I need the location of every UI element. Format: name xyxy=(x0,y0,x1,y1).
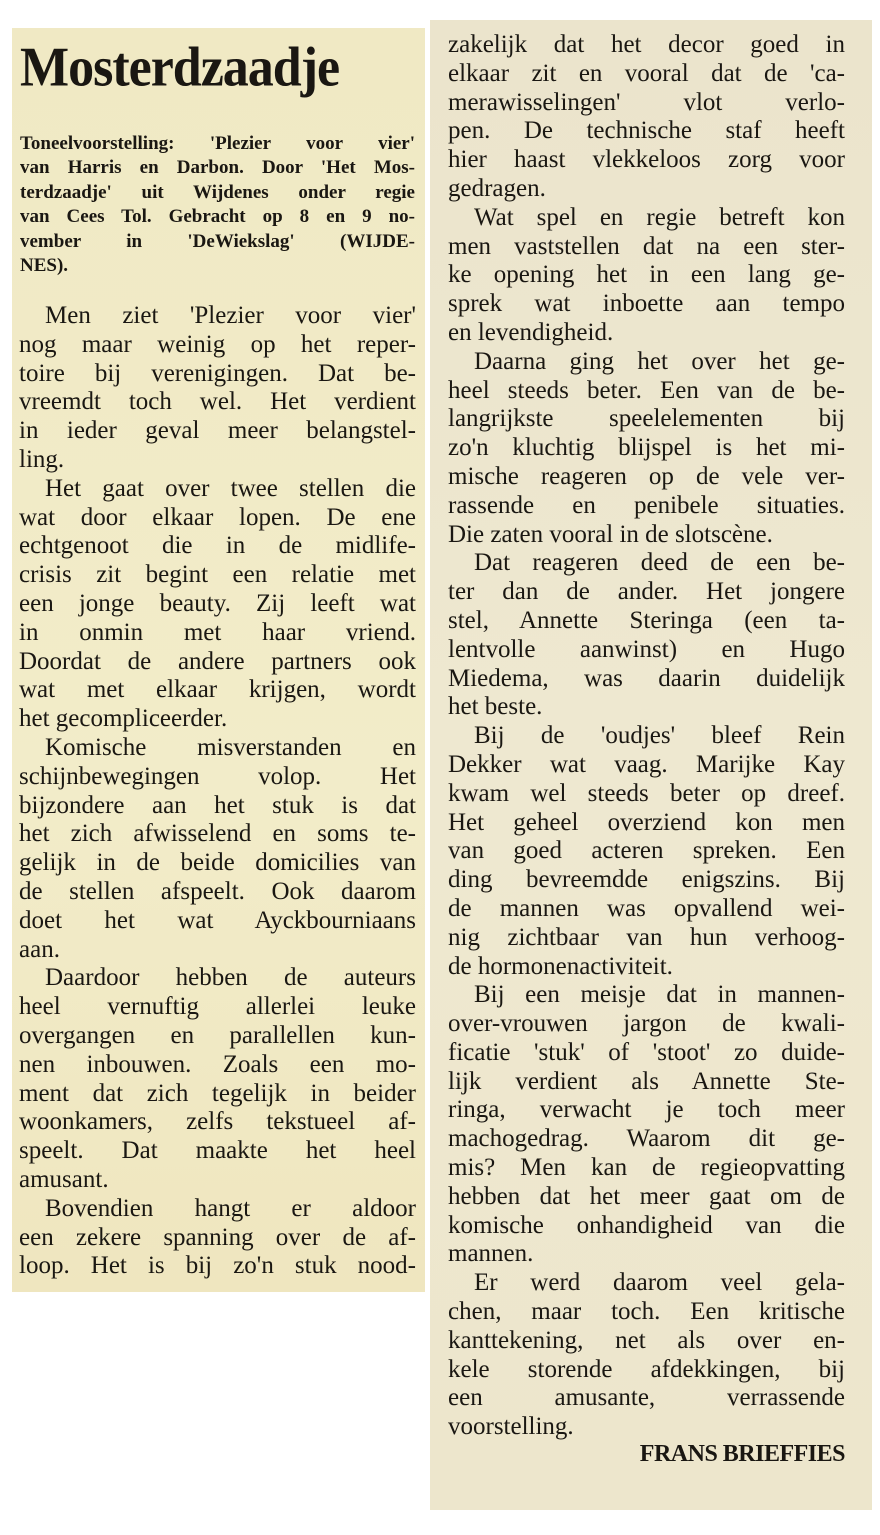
paragraph xyxy=(448,549,845,722)
text-line: nig zichtbaar van hun verhoog- xyxy=(448,923,845,951)
text-line: machogedrag. Waarom dit ge- xyxy=(448,1125,845,1153)
text-line: zo'n kluchtig blijspel is het mi- xyxy=(448,434,845,462)
text-line: een amusante, verrassende xyxy=(448,1384,845,1412)
text-line: kwam wel steeds beter op dreef. xyxy=(448,779,845,807)
text-line: het gecompliceerder. xyxy=(19,705,228,733)
text-line: speelt. Dat maakte het heel xyxy=(19,1137,416,1165)
text-line: hier haast vlekkeloos zorg voor xyxy=(448,146,845,174)
text-line: ter dan de ander. Het jongere xyxy=(448,578,845,606)
text-line: aan. xyxy=(19,935,60,963)
text-line: Dekker wat vaag. Marijke Kay xyxy=(448,750,845,778)
text-line: een zekere spanning over de af- xyxy=(19,1223,416,1251)
paragraph xyxy=(448,722,845,981)
text-line: nen inbouwen. Zoals een mo- xyxy=(19,1050,416,1078)
text-line: ment dat zich tegelijk in beider xyxy=(19,1079,416,1107)
text-line: de stellen afspeelt. Ook daarom xyxy=(19,877,416,905)
text-line: mis? Men kan de regieopvatting xyxy=(448,1154,845,1182)
text-line: langrijkste speelelementen bij xyxy=(448,405,845,433)
text-line: kele storende afdekkingen, bij xyxy=(448,1355,845,1383)
subhead-line: van Harris en Darbon. Door 'Het Mos- xyxy=(20,157,415,179)
text-line: ke opening het in een lang ge- xyxy=(448,261,845,289)
text-line: vreemdt toch wel. Het verdient xyxy=(19,388,416,416)
text-line: nog maar weinig op het reper- xyxy=(19,330,416,358)
text-line: bijzondere aan het stuk is dat xyxy=(19,791,416,819)
text-line: Men ziet 'Plezier voor vier' xyxy=(45,302,416,329)
subhead-line: van Cees Tol. Gebracht op 8 en 9 no- xyxy=(20,206,415,228)
text-line: stel, Annette Steringa (een ta- xyxy=(448,606,845,634)
paragraph xyxy=(448,348,845,550)
text-line: woonkamers, zelfs tekstueel af- xyxy=(19,1108,416,1136)
text-line: Het geheel overziend kon men xyxy=(448,808,845,836)
text-line: Het gaat over twee stellen die xyxy=(45,474,416,502)
text-line: voorstelling. xyxy=(448,1413,574,1441)
text-line: doet het wat Ayckbourniaans xyxy=(19,906,416,934)
text-line: crisis zit begint een relatie met xyxy=(19,561,416,589)
paragraph xyxy=(19,964,416,1194)
subhead-line: vember in 'DeWiekslag' (WIJDE- xyxy=(20,230,415,252)
text-line: en levendigheid. xyxy=(448,318,614,346)
text-line: het beste. xyxy=(448,693,543,721)
text-line: Bovendien hangt er aldoor xyxy=(45,1194,416,1222)
text-line: amusant. xyxy=(19,1165,109,1193)
text-line: men vaststellen dat na een ster- xyxy=(448,232,845,260)
text-line: Miedema, was daarin duidelijk xyxy=(448,664,845,692)
text-line: de mannen was opvallend wei- xyxy=(448,894,845,922)
article-headline: Mosterdzaadje xyxy=(20,37,340,99)
text-line: hebben dat het meer gaat om de xyxy=(448,1182,845,1210)
text-line: schijnbewegingen volop. Het xyxy=(19,762,416,790)
article-column-left xyxy=(19,302,416,1281)
subhead-line: NES). xyxy=(20,254,69,276)
text-line: het zich afwisselend en soms te- xyxy=(19,820,416,848)
text-line: kanttekening, net als over en- xyxy=(448,1326,845,1354)
text-line: Komische misverstanden en xyxy=(45,733,416,761)
text-line: chen, maar toch. Een kritische xyxy=(448,1298,845,1326)
text-line: wat door elkaar lopen. De ene xyxy=(19,503,416,531)
text-line: Bij een meisje dat in mannen- xyxy=(474,981,845,1009)
paragraph xyxy=(19,1195,416,1281)
article-subhead xyxy=(20,132,415,278)
text-line: overgangen en parallellen kun- xyxy=(19,1021,416,1049)
paragraph xyxy=(448,204,845,348)
text-line: toire bij verenigingen. Dat be- xyxy=(19,359,416,387)
paragraph xyxy=(19,734,416,964)
paragraph xyxy=(19,302,416,475)
paragraph xyxy=(448,981,845,1269)
text-line: mische reageren op de vele ver- xyxy=(448,462,845,490)
text-line: Bij de 'oudjes' bleef Rein xyxy=(474,722,845,750)
text-line: loop. Het is bij zo'n stuk nood- xyxy=(19,1252,416,1280)
paragraph xyxy=(448,31,845,204)
text-line: echtgenoot die in de midlife- xyxy=(19,532,416,560)
text-line: pen. De technische staf heeft xyxy=(448,117,845,145)
paragraph xyxy=(19,475,416,734)
text-line: Daarna ging het over het ge- xyxy=(474,347,845,375)
text-line: ringa, verwacht je toch meer xyxy=(448,1096,845,1124)
text-line: merawisselingen' vlot verlo- xyxy=(448,88,845,116)
text-line: Dat reageren deed de een be- xyxy=(474,549,845,577)
article-byline: FRANS BRIEFFIES xyxy=(639,1441,845,1467)
text-line: lijk verdient als Annette Ste- xyxy=(448,1067,845,1095)
text-line: in onmin met haar vriend. xyxy=(19,618,416,646)
text-line: een jonge beauty. Zij leeft wat xyxy=(19,589,416,617)
text-line: Daardoor hebben de auteurs xyxy=(45,964,416,992)
text-line: sprek wat inboette aan tempo xyxy=(448,290,845,318)
text-line: Doordat de andere partners ook xyxy=(19,647,416,675)
text-line: lentvolle aanwinst) en Hugo xyxy=(448,635,845,663)
text-line: Wat spel en regie betreft kon xyxy=(474,203,845,231)
subhead-line: Toneelvoorstelling: 'Plezier voor vier' xyxy=(20,133,415,154)
text-line: de hormonenactiviteit. xyxy=(448,952,673,980)
text-line: zakelijk dat het decor goed in xyxy=(448,31,845,58)
text-line: ding bevreemdde enigszins. Bij xyxy=(448,866,845,894)
text-line: ficatie 'stuk' of 'stoot' zo duide- xyxy=(448,1038,845,1066)
text-line: gelijk in de beide domicilies van xyxy=(19,849,416,877)
text-line: elkaar zit en vooral dat de 'ca- xyxy=(448,59,845,87)
text-line: gedragen. xyxy=(448,174,546,202)
text-line: van goed acteren spreken. Een xyxy=(448,837,845,865)
subhead-line: terdzaadje' uit Wijdenes onder regie xyxy=(20,181,415,203)
text-line: wat met elkaar krijgen, wordt xyxy=(19,676,416,704)
text-line: mannen. xyxy=(448,1240,534,1268)
text-line: Er werd daarom veel gela- xyxy=(474,1269,845,1297)
text-line: in ieder geval meer belangstel- xyxy=(19,417,416,445)
article-column-right xyxy=(448,31,845,1442)
text-line: komische onhandigheid van die xyxy=(448,1211,845,1239)
text-line: rassende en penibele situaties. xyxy=(448,491,845,519)
text-line: Die zaten vooral in de slotscène. xyxy=(448,520,773,548)
text-line: heel steeds beter. Een van de be- xyxy=(448,376,845,404)
paragraph xyxy=(448,1269,845,1442)
text-line: over-vrouwen jargon de kwali- xyxy=(448,1010,845,1038)
text-line: ling. xyxy=(19,445,65,473)
text-line: heel vernuftig allerlei leuke xyxy=(19,993,416,1021)
